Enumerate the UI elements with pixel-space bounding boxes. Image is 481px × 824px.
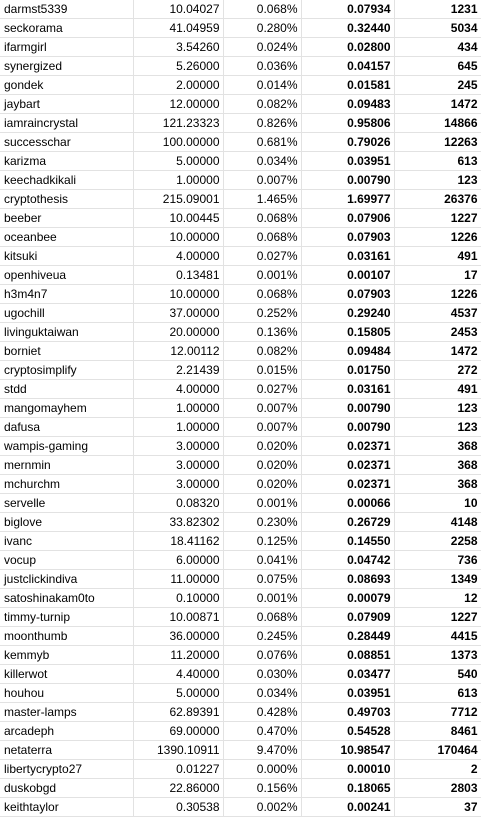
reward-cell[interactable]: 123 [394, 171, 481, 190]
username-cell[interactable]: wampis-gaming [0, 437, 133, 456]
percent-cell[interactable]: 0.156% [223, 779, 301, 798]
percent-cell[interactable]: 0.020% [223, 456, 301, 475]
username-cell[interactable]: timmy-turnip [0, 608, 133, 627]
table-row [0, 285, 481, 304]
reward-cell[interactable]: 17 [394, 266, 481, 285]
table-row [0, 551, 481, 570]
reward-cell[interactable]: 12 [394, 589, 481, 608]
reward-cell[interactable]: 1226 [394, 228, 481, 247]
reward-cell[interactable]: 613 [394, 152, 481, 171]
reward-cell[interactable]: 123 [394, 418, 481, 437]
share-cell[interactable]: 0.00241 [301, 798, 394, 817]
percent-cell[interactable]: 0.034% [223, 684, 301, 703]
share-cell[interactable]: 0.00066 [301, 494, 394, 513]
table-row [0, 38, 481, 57]
table-row [0, 779, 481, 798]
percent-cell[interactable]: 0.068% [223, 285, 301, 304]
amount-cell[interactable]: 6.00000 [133, 551, 223, 570]
percent-cell[interactable]: 0.068% [223, 228, 301, 247]
table-row [0, 247, 481, 266]
share-cell[interactable]: 0.00790 [301, 418, 394, 437]
username-cell[interactable]: arcadeph [0, 722, 133, 741]
percent-cell[interactable]: 9.470% [223, 741, 301, 760]
percent-cell[interactable]: 0.015% [223, 361, 301, 380]
username-cell[interactable]: openhiveua [0, 266, 133, 285]
reward-cell[interactable]: 14866 [394, 114, 481, 133]
amount-cell[interactable]: 1390.10911 [133, 741, 223, 760]
amount-cell[interactable]: 100.00000 [133, 133, 223, 152]
amount-cell[interactable]: 5.00000 [133, 684, 223, 703]
percent-cell[interactable]: 0.001% [223, 494, 301, 513]
reward-cell[interactable]: 5034 [394, 19, 481, 38]
table-row [0, 703, 481, 722]
amount-cell[interactable]: 3.00000 [133, 437, 223, 456]
share-cell[interactable]: 0.02371 [301, 437, 394, 456]
share-cell[interactable]: 0.26729 [301, 513, 394, 532]
reward-cell[interactable]: 1472 [394, 342, 481, 361]
percent-cell[interactable]: 1.465% [223, 190, 301, 209]
share-cell[interactable]: 0.07906 [301, 209, 394, 228]
reward-cell[interactable]: 540 [394, 665, 481, 684]
username-cell[interactable]: ifarmgirl [0, 38, 133, 57]
table-row [0, 114, 481, 133]
amount-cell[interactable]: 1.00000 [133, 171, 223, 190]
amount-cell[interactable]: 2.21439 [133, 361, 223, 380]
share-cell[interactable]: 0.00107 [301, 266, 394, 285]
username-cell[interactable]: oceanbee [0, 228, 133, 247]
percent-cell[interactable]: 0.252% [223, 304, 301, 323]
table-row [0, 456, 481, 475]
reward-cell[interactable]: 1226 [394, 285, 481, 304]
amount-cell[interactable]: 10.00445 [133, 209, 223, 228]
amount-cell[interactable]: 0.30538 [133, 798, 223, 817]
reward-cell[interactable]: 2453 [394, 323, 481, 342]
username-cell[interactable]: kitsuki [0, 247, 133, 266]
reward-cell[interactable]: 4415 [394, 627, 481, 646]
percent-cell[interactable]: 0.245% [223, 627, 301, 646]
percent-cell[interactable]: 0.007% [223, 418, 301, 437]
share-cell[interactable]: 0.00010 [301, 760, 394, 779]
username-cell[interactable]: satoshinakam0to [0, 589, 133, 608]
percent-cell[interactable]: 0.007% [223, 171, 301, 190]
username-cell[interactable]: ugochill [0, 304, 133, 323]
reward-cell[interactable]: 1231 [394, 0, 481, 19]
table-row [0, 152, 481, 171]
amount-cell[interactable]: 22.86000 [133, 779, 223, 798]
username-cell[interactable]: seckorama [0, 19, 133, 38]
table-row [0, 171, 481, 190]
table-row [0, 665, 481, 684]
table-row [0, 228, 481, 247]
table-row [0, 722, 481, 741]
percent-cell[interactable]: 0.082% [223, 95, 301, 114]
amount-cell[interactable]: 0.01227 [133, 760, 223, 779]
table-row [0, 57, 481, 76]
amount-cell[interactable]: 11.00000 [133, 570, 223, 589]
percent-cell[interactable]: 0.076% [223, 646, 301, 665]
username-cell[interactable]: gondek [0, 76, 133, 95]
reward-cell[interactable]: 368 [394, 475, 481, 494]
table-row [0, 627, 481, 646]
table-row [0, 437, 481, 456]
amount-cell[interactable]: 4.00000 [133, 380, 223, 399]
amount-cell[interactable]: 18.41162 [133, 532, 223, 551]
share-cell[interactable]: 0.00790 [301, 399, 394, 418]
table-row [0, 19, 481, 38]
percent-cell[interactable]: 0.681% [223, 133, 301, 152]
reward-cell[interactable]: 2 [394, 760, 481, 779]
table-row [0, 570, 481, 589]
table-row [0, 399, 481, 418]
reward-cell[interactable]: 1472 [394, 95, 481, 114]
username-cell[interactable]: beeber [0, 209, 133, 228]
username-cell[interactable]: mernmin [0, 456, 133, 475]
amount-cell[interactable]: 2.00000 [133, 76, 223, 95]
reward-cell[interactable]: 37 [394, 798, 481, 817]
percent-cell[interactable]: 0.125% [223, 532, 301, 551]
share-cell[interactable]: 0.08693 [301, 570, 394, 589]
reward-cell[interactable]: 645 [394, 57, 481, 76]
username-cell[interactable]: biglove [0, 513, 133, 532]
username-cell[interactable]: mchurchm [0, 475, 133, 494]
username-cell[interactable]: h3m4n7 [0, 285, 133, 304]
share-cell[interactable]: 0.02371 [301, 475, 394, 494]
reward-cell[interactable]: 123 [394, 399, 481, 418]
table-row [0, 418, 481, 437]
amount-cell[interactable]: 69.00000 [133, 722, 223, 741]
amount-cell[interactable]: 10.00871 [133, 608, 223, 627]
username-cell[interactable]: cryptothesis [0, 190, 133, 209]
username-cell[interactable]: synergized [0, 57, 133, 76]
username-cell[interactable]: stdd [0, 380, 133, 399]
percent-cell[interactable]: 0.027% [223, 247, 301, 266]
reward-cell[interactable]: 1373 [394, 646, 481, 665]
share-cell[interactable]: 0.04742 [301, 551, 394, 570]
share-cell[interactable]: 0.00790 [301, 171, 394, 190]
amount-cell[interactable]: 20.00000 [133, 323, 223, 342]
table-row [0, 494, 481, 513]
reward-cell[interactable]: 368 [394, 456, 481, 475]
table-row [0, 684, 481, 703]
amount-cell[interactable]: 10.00000 [133, 228, 223, 247]
share-cell[interactable]: 0.03951 [301, 152, 394, 171]
username-cell[interactable]: servelle [0, 494, 133, 513]
amount-cell[interactable]: 5.26000 [133, 57, 223, 76]
percent-cell[interactable]: 0.014% [223, 76, 301, 95]
percent-cell[interactable]: 0.068% [223, 608, 301, 627]
amount-cell[interactable]: 3.54260 [133, 38, 223, 57]
table-row [0, 760, 481, 779]
username-cell[interactable]: duskobgd [0, 779, 133, 798]
table-row [0, 741, 481, 760]
share-cell[interactable]: 0.32440 [301, 19, 394, 38]
reward-cell[interactable]: 434 [394, 38, 481, 57]
share-cell[interactable]: 0.09483 [301, 95, 394, 114]
share-cell[interactable]: 0.18065 [301, 779, 394, 798]
share-cell[interactable]: 10.98547 [301, 741, 394, 760]
share-cell[interactable]: 0.07909 [301, 608, 394, 627]
amount-cell[interactable]: 5.00000 [133, 152, 223, 171]
amount-cell[interactable]: 0.08320 [133, 494, 223, 513]
amount-cell[interactable]: 4.00000 [133, 247, 223, 266]
table-row [0, 342, 481, 361]
reward-cell[interactable]: 613 [394, 684, 481, 703]
percent-cell[interactable]: 0.000% [223, 760, 301, 779]
username-cell[interactable]: keechadkikali [0, 171, 133, 190]
share-cell[interactable]: 0.02371 [301, 456, 394, 475]
percent-cell[interactable]: 0.027% [223, 380, 301, 399]
amount-cell[interactable]: 0.13481 [133, 266, 223, 285]
reward-cell[interactable]: 1349 [394, 570, 481, 589]
amount-cell[interactable]: 3.00000 [133, 456, 223, 475]
percent-cell[interactable]: 0.024% [223, 38, 301, 57]
username-cell[interactable]: darmst5339 [0, 0, 133, 19]
table-row [0, 209, 481, 228]
amount-cell[interactable]: 41.04959 [133, 19, 223, 38]
table-row [0, 133, 481, 152]
amount-cell[interactable]: 33.82302 [133, 513, 223, 532]
username-cell[interactable]: vocup [0, 551, 133, 570]
reward-cell[interactable]: 245 [394, 76, 481, 95]
amount-cell[interactable]: 1.00000 [133, 418, 223, 437]
percent-cell[interactable]: 0.001% [223, 589, 301, 608]
percent-cell[interactable]: 0.030% [223, 665, 301, 684]
table-row [0, 380, 481, 399]
table-row [0, 323, 481, 342]
percent-cell[interactable]: 0.075% [223, 570, 301, 589]
percent-cell[interactable]: 0.428% [223, 703, 301, 722]
share-cell[interactable]: 0.79026 [301, 133, 394, 152]
share-cell[interactable]: 0.09484 [301, 342, 394, 361]
amount-cell[interactable]: 37.00000 [133, 304, 223, 323]
reward-cell[interactable]: 2803 [394, 779, 481, 798]
percent-cell[interactable]: 0.280% [223, 19, 301, 38]
reward-cell[interactable]: 2258 [394, 532, 481, 551]
reward-cell[interactable]: 272 [394, 361, 481, 380]
percent-cell[interactable]: 0.041% [223, 551, 301, 570]
username-cell[interactable]: master-lamps [0, 703, 133, 722]
username-cell[interactable]: killerwot [0, 665, 133, 684]
amount-cell[interactable]: 121.23323 [133, 114, 223, 133]
percent-cell[interactable]: 0.020% [223, 437, 301, 456]
username-cell[interactable]: cryptosimplify [0, 361, 133, 380]
table-row [0, 76, 481, 95]
table-row [0, 0, 481, 19]
share-cell[interactable]: 0.01581 [301, 76, 394, 95]
reward-cell[interactable]: 491 [394, 380, 481, 399]
table-row [0, 304, 481, 323]
username-cell[interactable]: successchar [0, 133, 133, 152]
table-row [0, 266, 481, 285]
reward-cell[interactable]: 8461 [394, 722, 481, 741]
username-cell[interactable]: libertycrypto27 [0, 760, 133, 779]
amount-cell[interactable]: 12.00000 [133, 95, 223, 114]
username-cell[interactable]: mangomayhem [0, 399, 133, 418]
username-cell[interactable]: karizma [0, 152, 133, 171]
share-cell[interactable]: 1.69977 [301, 190, 394, 209]
amount-cell[interactable]: 1.00000 [133, 399, 223, 418]
percent-cell[interactable]: 0.082% [223, 342, 301, 361]
percent-cell[interactable]: 0.068% [223, 0, 301, 19]
amount-cell[interactable]: 4.40000 [133, 665, 223, 684]
table-row [0, 475, 481, 494]
amount-cell[interactable]: 10.04027 [133, 0, 223, 19]
reward-cell[interactable]: 1227 [394, 209, 481, 228]
table-row [0, 646, 481, 665]
share-cell[interactable]: 0.07934 [301, 0, 394, 19]
username-cell[interactable]: keithtaylor [0, 798, 133, 817]
table-row [0, 532, 481, 551]
reward-cell[interactable]: 26376 [394, 190, 481, 209]
share-cell[interactable]: 0.29240 [301, 304, 394, 323]
table-row [0, 190, 481, 209]
username-cell[interactable]: iamraincrystal [0, 114, 133, 133]
reward-cell[interactable]: 4537 [394, 304, 481, 323]
percent-cell[interactable]: 0.068% [223, 209, 301, 228]
percent-cell[interactable]: 0.020% [223, 475, 301, 494]
amount-cell[interactable]: 3.00000 [133, 475, 223, 494]
reward-cell[interactable]: 12263 [394, 133, 481, 152]
username-cell[interactable]: ivanc [0, 532, 133, 551]
username-cell[interactable]: moonthumb [0, 627, 133, 646]
percent-cell[interactable]: 0.002% [223, 798, 301, 817]
table-row [0, 513, 481, 532]
username-cell[interactable]: livinguktaiwan [0, 323, 133, 342]
amount-cell[interactable]: 10.00000 [133, 285, 223, 304]
reward-cell[interactable]: 10 [394, 494, 481, 513]
percent-cell[interactable]: 0.136% [223, 323, 301, 342]
table-row [0, 361, 481, 380]
table-row [0, 798, 481, 817]
reward-cell[interactable]: 368 [394, 437, 481, 456]
username-cell[interactable]: houhou [0, 684, 133, 703]
percent-cell[interactable]: 0.230% [223, 513, 301, 532]
reward-cell[interactable]: 4148 [394, 513, 481, 532]
percent-cell[interactable]: 0.007% [223, 399, 301, 418]
share-cell[interactable]: 0.07903 [301, 228, 394, 247]
percent-cell[interactable]: 0.826% [223, 114, 301, 133]
reward-cell[interactable]: 491 [394, 247, 481, 266]
amount-cell[interactable]: 11.20000 [133, 646, 223, 665]
username-cell[interactable]: dafusa [0, 418, 133, 437]
reward-cell[interactable]: 736 [394, 551, 481, 570]
amount-cell[interactable]: 62.89391 [133, 703, 223, 722]
percent-cell[interactable]: 0.034% [223, 152, 301, 171]
share-cell[interactable]: 0.01750 [301, 361, 394, 380]
share-cell[interactable]: 0.95806 [301, 114, 394, 133]
username-cell[interactable]: jaybart [0, 95, 133, 114]
share-cell[interactable]: 0.08851 [301, 646, 394, 665]
amount-cell[interactable]: 215.09001 [133, 190, 223, 209]
percent-cell[interactable]: 0.470% [223, 722, 301, 741]
share-cell[interactable]: 0.00079 [301, 589, 394, 608]
table-row [0, 95, 481, 114]
percent-cell[interactable]: 0.001% [223, 266, 301, 285]
share-cell[interactable]: 0.54528 [301, 722, 394, 741]
percent-cell[interactable]: 0.036% [223, 57, 301, 76]
reward-cell[interactable]: 170464 [394, 741, 481, 760]
share-cell[interactable]: 0.49703 [301, 703, 394, 722]
share-cell[interactable]: 0.03951 [301, 684, 394, 703]
share-cell[interactable]: 0.28449 [301, 627, 394, 646]
share-cell[interactable]: 0.14550 [301, 532, 394, 551]
amount-cell[interactable]: 36.00000 [133, 627, 223, 646]
share-cell[interactable]: 0.03477 [301, 665, 394, 684]
table-row [0, 589, 481, 608]
share-cell[interactable]: 0.03161 [301, 380, 394, 399]
username-cell[interactable]: kemmyb [0, 646, 133, 665]
share-cell[interactable]: 0.07903 [301, 285, 394, 304]
share-cell[interactable]: 0.03161 [301, 247, 394, 266]
reward-cell[interactable]: 1227 [394, 608, 481, 627]
amount-cell[interactable]: 12.00112 [133, 342, 223, 361]
table-row [0, 608, 481, 627]
share-cell[interactable]: 0.04157 [301, 57, 394, 76]
reward-cell[interactable]: 7712 [394, 703, 481, 722]
share-cell[interactable]: 0.02800 [301, 38, 394, 57]
username-cell[interactable]: justclickindiva [0, 570, 133, 589]
username-cell[interactable]: borniet [0, 342, 133, 361]
username-cell[interactable]: netaterra [0, 741, 133, 760]
share-cell[interactable]: 0.15805 [301, 323, 394, 342]
amount-cell[interactable]: 0.10000 [133, 589, 223, 608]
